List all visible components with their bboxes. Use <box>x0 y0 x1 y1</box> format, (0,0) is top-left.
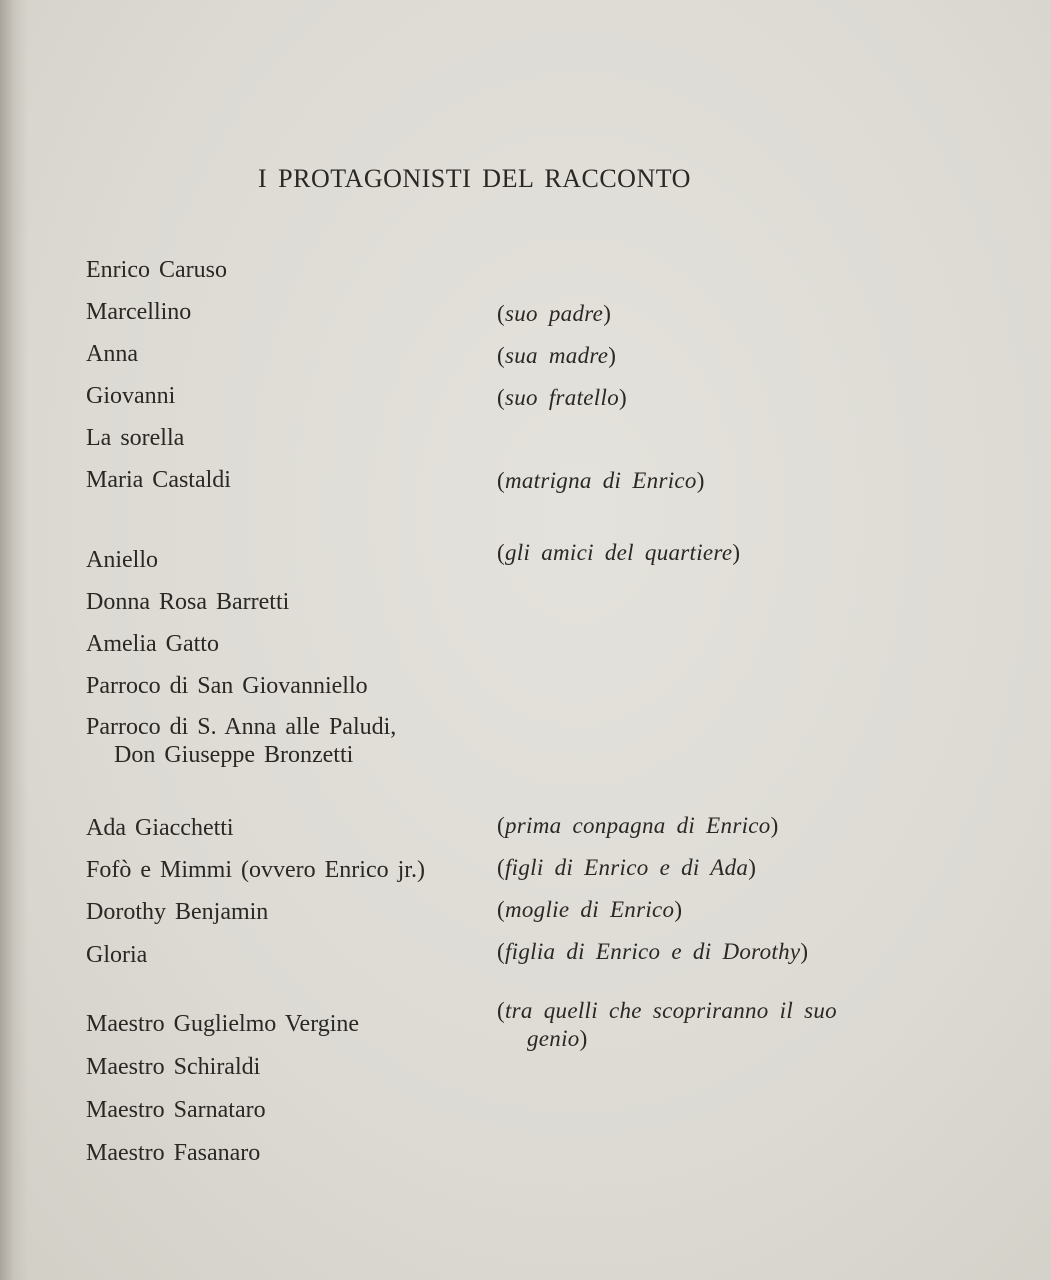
character-name: Dorothy Benjamin <box>86 899 269 925</box>
character-name: Maria Castaldi <box>86 467 231 493</box>
character-name-multiline <box>86 713 396 769</box>
character-note-multiline: (tra quelli che scopriranno il suo genio) <box>497 998 837 1051</box>
character-name: Ada Giacchetti <box>86 815 234 841</box>
character-name: Maestro Guglielmo Vergine <box>86 1011 360 1037</box>
character-note: (matrigna di Enrico) <box>497 468 705 493</box>
character-name: Maestro Fasanaro <box>86 1140 261 1166</box>
character-note: (prima conpagna di Enrico) <box>497 813 779 838</box>
character-name: Aniello <box>86 547 158 573</box>
character-note: (figlia di Enrico e di Dorothy) <box>497 939 809 964</box>
character-note: (moglie di Enrico) <box>497 897 683 922</box>
character-name: Donna Rosa Barretti <box>86 589 290 615</box>
character-note: (sua madre) <box>497 343 617 368</box>
character-name: Parroco di San Giovanniello <box>86 673 368 699</box>
character-note-continuation: genio <box>527 1026 580 1051</box>
character-note: (suo padre) <box>497 301 612 326</box>
character-note: (gli amici del quartiere) <box>497 540 741 565</box>
character-name: Parroco di S. Anna alle Paludi, <box>86 714 397 740</box>
character-name: Maestro Sarnataro <box>86 1097 266 1123</box>
character-name: Fofò e Mimmi (ovvero Enrico jr.) <box>86 857 425 883</box>
character-name: Anna <box>86 341 138 367</box>
character-note: (figli di Enrico e di Ada) <box>497 855 757 880</box>
character-name: La sorella <box>86 425 185 451</box>
character-name: Enrico Caruso <box>86 257 227 283</box>
character-name: Maestro Schiraldi <box>86 1054 261 1080</box>
character-note: (suo fratello) <box>497 385 627 410</box>
character-name: Giovanni <box>86 383 176 409</box>
character-name: Gloria <box>86 942 148 968</box>
character-name: Marcellino <box>86 299 192 325</box>
character-name: Amelia Gatto <box>86 631 219 657</box>
page-title: I PROTAGONISTI DEL RACCONTO <box>258 164 691 193</box>
character-name-continuation: Don Giuseppe Bronzetti <box>114 742 354 768</box>
